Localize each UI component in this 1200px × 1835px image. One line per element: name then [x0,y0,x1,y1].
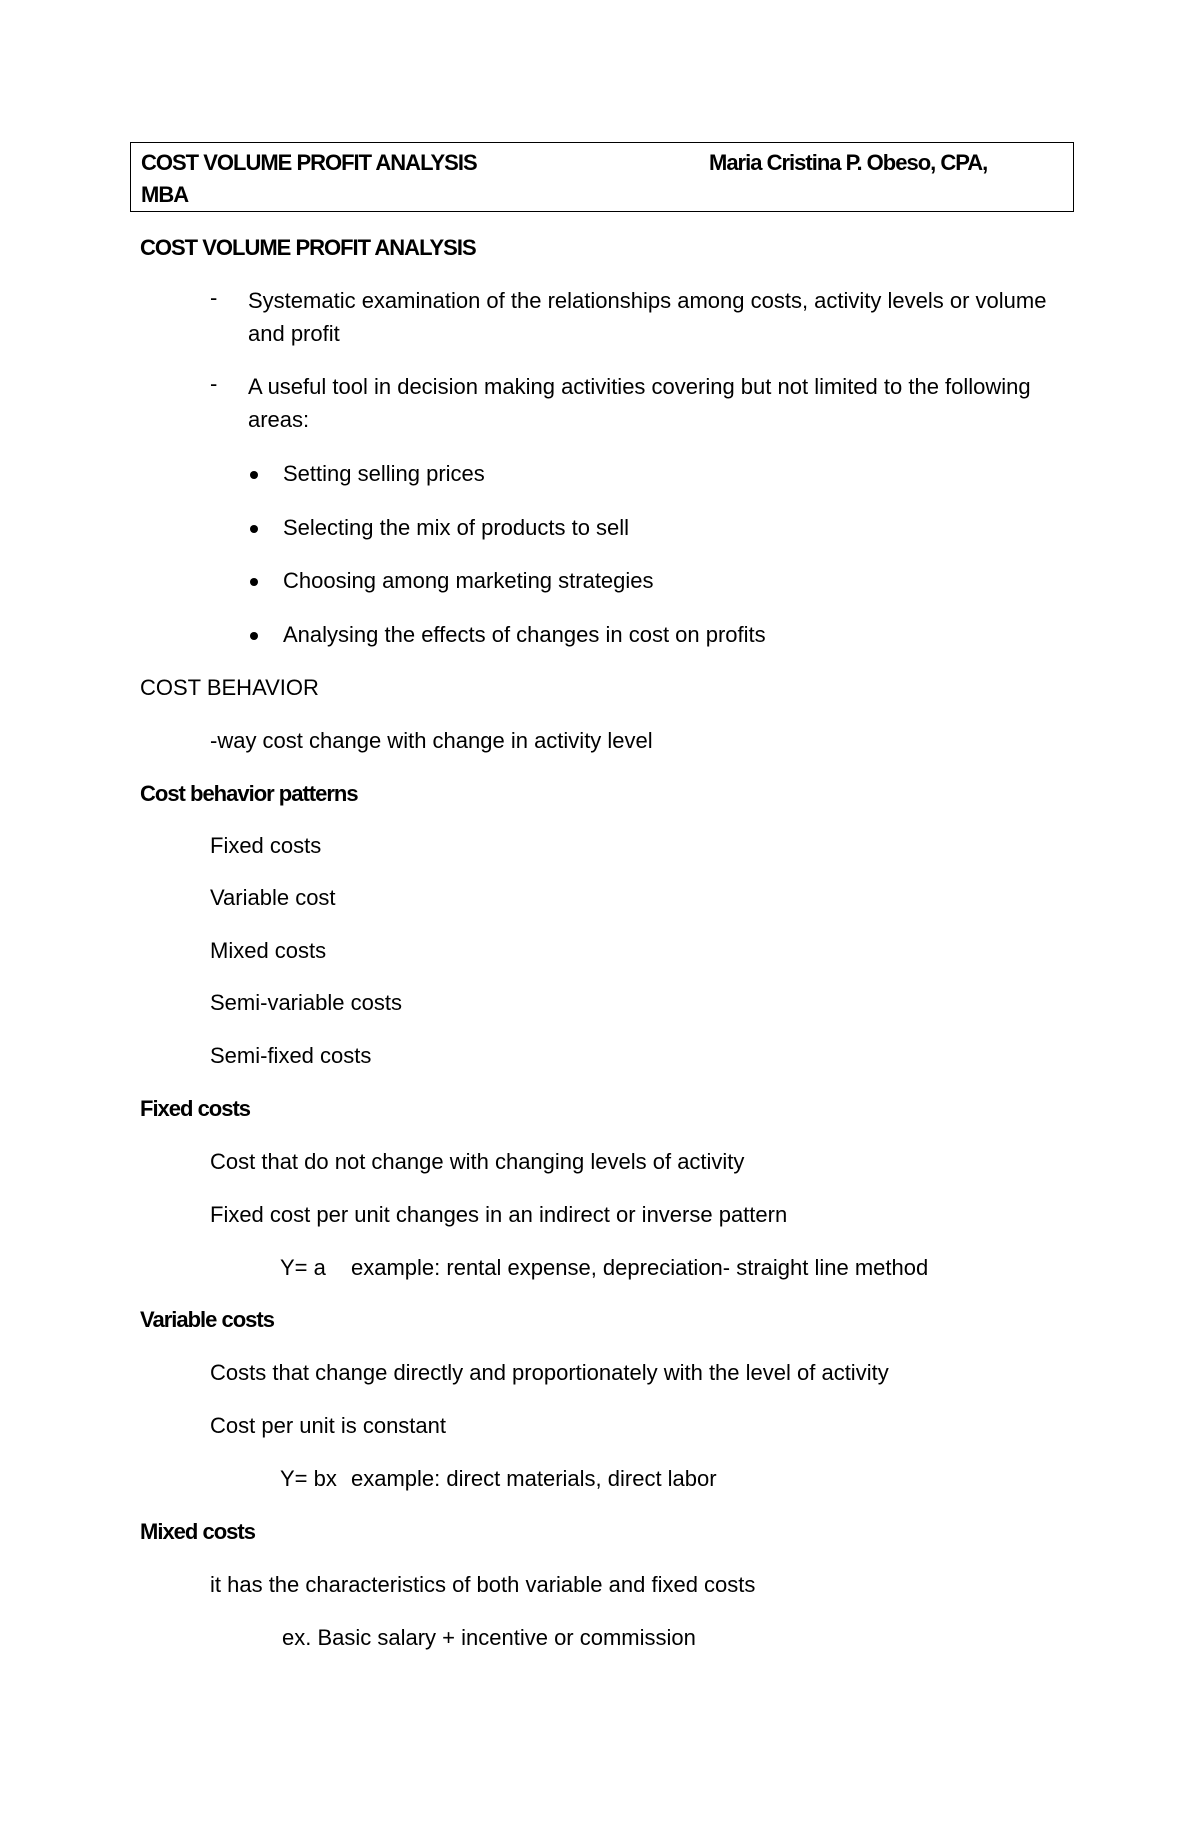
pattern-item: Semi-variable costs [210,990,402,1015]
bullet-dot-icon [250,578,258,586]
bullet-dot-icon [250,632,258,640]
section-heading-cost-behavior: COST BEHAVIOR [140,675,319,700]
variable-cost-formula: Y= bx [280,1466,337,1491]
dash-item-2 [210,370,1050,436]
mixed-cost-example: ex. Basic salary + incentive or commission [282,1625,696,1650]
fixed-cost-line: Cost that do not change with changing levels of activity [210,1149,745,1174]
dash-item-1 [210,284,1050,350]
header-title-block [141,147,661,211]
mixed-cost-line: it has the characteristics of both variable and fixed costs [210,1572,756,1597]
pattern-item: Variable cost [210,885,336,910]
variable-cost-example: example: direct materials, direct labor [351,1466,717,1491]
bullet-dot-icon [250,471,258,479]
header-title: COST VOLUME PROFIT ANALYSIS [141,150,477,175]
variable-cost-line: Cost per unit is constant [210,1413,447,1438]
bullet-text: Choosing among marketing strategies [283,568,654,593]
header-degree: MBA [141,182,189,207]
pattern-item: Fixed costs [210,833,322,858]
section-heading-cvp: COST VOLUME PROFIT ANALYSIS [140,235,476,260]
cost-behavior-definition: -way cost change with change in activity level [210,728,653,753]
section-heading-patterns: Cost behavior patterns [140,781,358,806]
pattern-item: Semi-fixed costs [210,1043,372,1068]
section-heading-fixed-costs: Fixed costs [140,1096,251,1121]
dash-item-text: A useful tool in decision making activities covering but not limited to the following areas: [248,374,1031,432]
bullet-text: Setting selling prices [283,461,485,486]
header-author: Maria Cristina P. Obeso, CPA, [709,150,988,175]
header-box [130,142,1074,212]
fixed-cost-example: example: rental expense, depreciation- straight line method [351,1255,929,1280]
fixed-cost-formula: Y= a [280,1255,326,1280]
dash-marker: - [210,285,218,310]
dash-marker: - [210,371,218,396]
bullet-text: Selecting the mix of products to sell [283,515,630,540]
dash-item-text: Systematic examination of the relationships among costs, activity levels or volume and profit [248,288,1047,346]
variable-cost-line: Costs that change directly and proportionately with the level of activity [210,1360,889,1385]
section-heading-mixed-costs: Mixed costs [140,1519,255,1544]
section-heading-variable-costs: Variable costs [140,1307,274,1332]
bullet-dot-icon [250,525,258,533]
fixed-cost-line: Fixed cost per unit changes in an indirect or inverse pattern [210,1202,788,1227]
pattern-item: Mixed costs [210,938,327,963]
bullet-text: Analysing the effects of changes in cost on profits [283,622,766,647]
